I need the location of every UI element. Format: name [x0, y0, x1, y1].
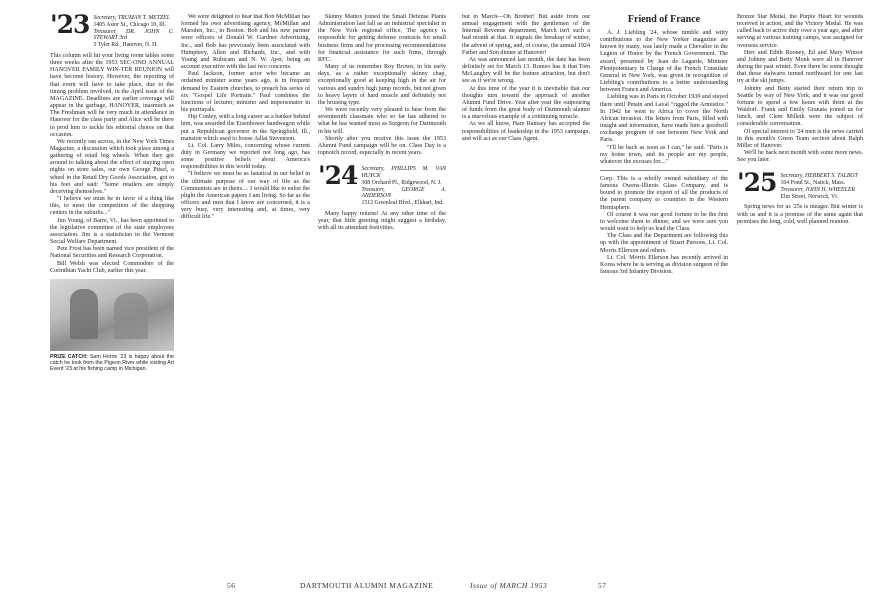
treasurer-address: 1512 Greenleaf Blvd., Elkhart, Ind.	[361, 200, 444, 207]
article-paragraph: Many happy returns! At any other time of the year, that little greeting might suggest a birthday, with all its attendant festivities.	[318, 210, 446, 232]
article-paragraph: Of course it was our good fortune to be the first to welcome them to dinner, and we were sure you would want to help us lead the Class.	[600, 211, 728, 233]
fishing-photo	[50, 279, 174, 351]
treasurer-address: 5 Tyler Rd., Hanover, N. H.	[93, 42, 158, 49]
article-paragraph: Skinny Mattox joined the Small Defense Plants Administration last fall as an industrial specialist in the New York regional office. The agency is responsible for getting defense contracts for small business firms and for processing recommendations for financial assistance for such firms, through RFC.	[318, 14, 446, 63]
secretary: Secretary, TRUMAN T. METZEL	[93, 15, 170, 21]
article-paragraph: "I believe we must be as fanatical in our belief in the ultimate purpose of our way of life as the Communists are in theirs.... I would like to enlist the plight the American papers I am living. So far as the officers and men that I know are concerned, it is a very busy, very interesting and, at times, very difficult life."	[181, 171, 310, 221]
article-paragraph: Spring news for us '25s is meager. But winter is with us and it is a promise of the same again that promises the long, cold, well planned reunion.	[737, 204, 863, 225]
article-paragraph: Paul Jackson, former actor who became an ordained minister some years ago, is in frequent demand by Eastern churches, to preach his series of six "Gospel Life Portraits." Paul combines the functions of lecturer, minister and impersonator in his portrayals.	[181, 71, 310, 114]
column-5	[600, 14, 728, 574]
class-year: '25	[737, 168, 777, 198]
caption-text: Sam Horne '23 is happy about the catch he took from the Pigeon River while visiting Art Everit '23 at his fishing camp in Michigan.	[50, 353, 174, 373]
article-paragraph: We'll be back next month with some more news. See you later.	[737, 149, 863, 164]
class-year: '24	[318, 161, 358, 191]
class-1925-header	[737, 168, 863, 200]
column-3	[318, 14, 446, 574]
secretary-address: 1405 Astor St., Chicago 10, Ill.	[93, 21, 166, 28]
article-paragraph: but in March—Oh Brother! But aside from our annual engagement with the gentlemen of the Internal Revenue department, March isn't such a bad month at that. It signals the breakup of winter, the advent of spring, and, of course, the annual 1924 Father and Son dinner at Hanover!	[462, 14, 590, 56]
article-paragraph: We recently ran across, in the New York Times Magazine, a discussion which took place among a gathering of retail big wheels. When they got around to talking about the effect of staying open nights on store sales, our own George Pitsel, a wheel in the Retail Dry Goods Association, got to his feet and said: "Some retailers are simply deceiving themselves."	[50, 138, 174, 195]
article-paragraph: We were delighted to hear that Bob McMillan has formed his own advertising agency, McMillan and Marsden, Inc., in Boston. Bob and his new partner were officers of Donald W. Gardner Advertising, Inc., and Bob has previously been associated with Humphrey, Allen and Richards, Inc., and with Young and Rubicam and N. W. Ayer, being an account executive with the last two concerns.	[181, 14, 310, 71]
class-1923-header	[50, 14, 174, 49]
article-paragraph: At this time of the year it is inevitable that our thoughts turn toward the approach of another Alumni Fund Drive. Year after year the outpouring of funds from the great body of Dartmouth alumni is a marvelous example of a continuing miracle.	[462, 85, 590, 121]
secretary: Secretary, HERBERT S. TALBOT	[780, 173, 858, 180]
secretary-address: 104 Pond St., Natick, Mass.	[780, 180, 846, 187]
column-6	[737, 14, 863, 574]
treasurer-address: Elm Street, Norwich, Vt.	[780, 193, 839, 200]
class-officers	[780, 172, 857, 200]
secretary: Secretary, PHILLIPS M. VAN HUYCK	[361, 166, 446, 179]
feature-title: Friend of France	[627, 14, 701, 25]
article-paragraph: Jim Young, of Barre, Vt., has been appointed to the legislative committee of the state employees association. Jim is a statistician in the Vermont Social Welfare Department.	[50, 217, 174, 246]
treasurer: Treasurer, GEORGE A. ANDERSON	[361, 186, 446, 200]
article-paragraph: Johnny and Betty started their return trip to Seattle by way of New York, and it was our good fortune to spend a few hours with them at the Waldorf. Frank and Emily Granata joined us for lunch, and Clem Milleth were the subject of considerable conversation.	[737, 85, 863, 128]
column-2	[181, 14, 310, 574]
column-1	[50, 14, 174, 574]
class-officers	[361, 165, 446, 207]
issue-date: Issue of MARCH 1953	[470, 581, 548, 590]
article-paragraph: Hip Conley, with a long career as a banker behind him, was awarded the Eisenhower bandwagon while put a Republican governor in the Springfield, Ill., mansion which used to house Adlai Stevenson.	[181, 114, 310, 142]
left-page-number: 56	[227, 581, 236, 590]
article-paragraph: Bill Welsh was elected Commodore of the Corinthian Yacht Club, earlier this year.	[50, 260, 174, 274]
treasurer: Treasurer, JOHN H. WHEELER	[780, 186, 855, 193]
article-paragraph: Of special interest to '24 men is the news carried in this month's Green Team section about Ralph Miller of Hanover.	[737, 128, 863, 149]
class-1924-header	[318, 161, 446, 207]
article-paragraph: This column will hit your living room tables some three weeks after the 1953 SEC-OND ANNUAL HANOVER FAMILY WIN-TER REUNION will have become history. However, the reporting of that event will have to take place, due to the timing problem involved, in the April issue of the MAGAZINE. Deadlines are earlier coverage will appear in the garbage, HANOVER, inasmuch as The Freshman will be very much in attendance in Hanover for the class party and Alice will be there to prod him to tackle his editorial chores on that occasion.	[50, 52, 174, 138]
article-paragraph: Bronze Star Medal, the Purple Heart for wounds received in action, and the Victory Medal. He was called back to active duty over a year ago, and after serving at various training camps, was assigned for overseas service.	[737, 14, 863, 49]
article-paragraph: The Class and the Department are following this up with the appointment of Stuart Parsons, Lt. Col. Morris Ellerson and others.	[600, 233, 728, 254]
article-paragraph: Shortly after you receive this issue the 1953 Alumni Fund campaign will be on. Class Day is a topnotch record, especially in recent years.	[318, 135, 446, 156]
class-year: '23	[50, 14, 90, 39]
article-paragraph: Corp. This is a wholly owned subsidiary of the famous Owens-Illinois Glass Company, and is bound to promote the export of all the products of the parent company to countries in the Western Hemisphere.	[600, 175, 728, 211]
article-paragraph: Many of us remember Roy Brown, in his early days, as a rather exceptionally skinny chap, exceptionally good at keeping high in the air for various and sundry high jump records, but not given to heavy layers of hard muscle and definitely not the bruising type.	[318, 64, 446, 106]
article-paragraph: We were recently very pleased to hear from the seventeenth classmate who so far has adhered to what he has wanted most as Surgeon for Dartmouth in his will.	[318, 107, 446, 135]
article-paragraph: As was announced last month, the date has been definitely set for March 13. Romeo has it that Tom McLaughry will be the feature attraction, but don't see as if we're wrong.	[462, 56, 590, 85]
secretary-address: 308 Orchard Pl., Ridgewood, N. J.	[361, 179, 442, 186]
article-paragraph: Herr and Edith Rooney, Ed and Mary Winsor and Johnny and Betty Monk were all in Hanover during the past winter. Even there be some thought that these stalwarts turned northward for one last try at the ski jumps.	[737, 49, 863, 85]
right-page-number: 57	[598, 581, 607, 590]
article-paragraph: Pete Frost has been named vice president of the National Securities and Research Corporation.	[50, 246, 174, 260]
caption-label: PRIZE CATCH:	[50, 353, 88, 360]
article-paragraph: A. J. Liebling '24, whose nimble and witty contributions to the New Yorker magazine are known by many, was lately made a Chevalier in the Legion of Honor by the French Government. The award, presented by Jean de Lagarde, Minister Plenipotentiary in Charge of the French Consulate General in New York, was given in recognition of Liebling's contributions to a better understanding between France and America.	[600, 30, 728, 94]
article-paragraph: Lt. Col. Larry Miles, concerning whose current duty in Germany we reported not long ago, has some positive beliefs about America's responsibilities in this world today.	[181, 142, 310, 171]
section-divider	[600, 170, 728, 171]
column-4	[462, 14, 590, 574]
class-officers	[93, 14, 174, 49]
treasurer: Treasurer, DR. JOHN C. STEWART 3rd	[93, 28, 174, 42]
article-paragraph: "I believe we must be in favor of a thing like this, to meet the competition of the shopping centers in the suburbs..."	[50, 196, 174, 217]
photo-caption	[50, 354, 174, 373]
article-paragraph: "I'll be back as soon as I can," he said. "Paris is my home town, and its people are my people, whatever the excuses for...."	[600, 144, 728, 165]
article-paragraph: Liebling was in Paris in October 1939 and stayed there until Petain and Laval "rigged the Armistice." In 1942 he went to Africa to cover the North African invasion. His letters from Paris, filled with insight and information, have made him a goodwill exchange program of one between New York and Paris.	[600, 94, 728, 144]
article-paragraph: Lt. Col. Morris Ellerson has recently arrived in Korea where he is serving as division surgeon of the famous 3rd Infantry Division.	[600, 254, 728, 275]
article-paragraph: As we all know, Hare Ramsey has accepted the responsibilities of leadership in the 1953 campaign, and will act as our Class Agent.	[462, 121, 590, 142]
magazine-name: DARTMOUTH ALUMNI MAGAZINE	[300, 581, 434, 590]
